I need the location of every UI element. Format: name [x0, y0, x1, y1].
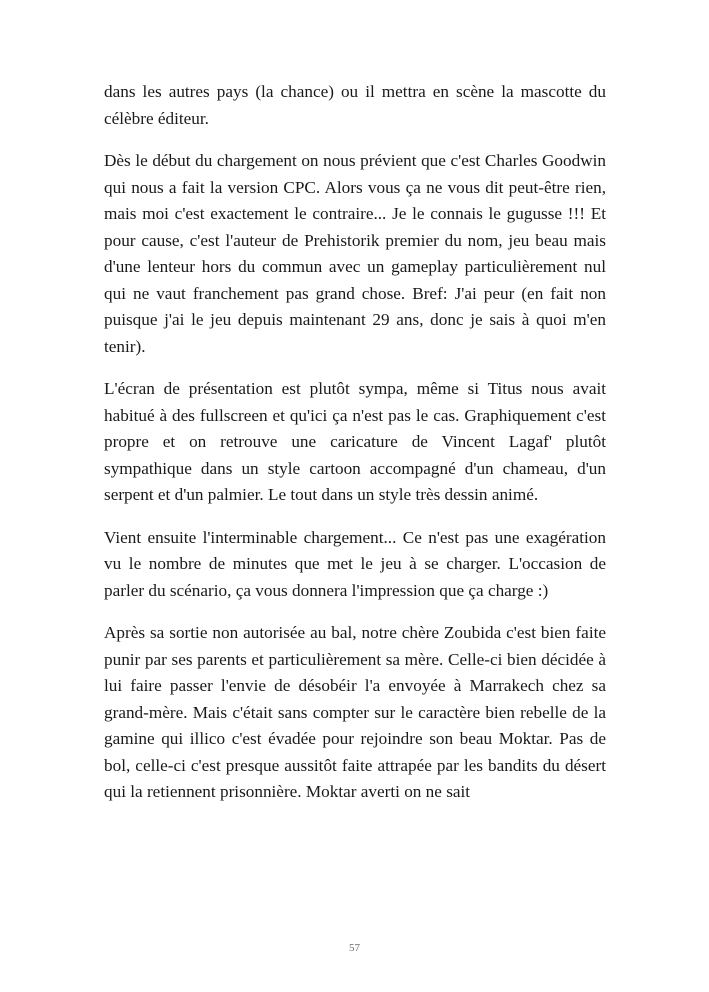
- page-body: [104, 79, 606, 822]
- paragraph-5: Après sa sortie non autorisée au bal, notre chère Zoubida c'est bien faite punir par ses parents et particulièrement sa mère. Celle-ci bien décidée à lui faire passer l'envie de désobéir l'a envoyée à Marrakech chez sa grand-mère. Mais c'était sans compter sur le caractère bien rebelle de la gamine qui illico c'est évadée pour rejoindre son beau Moktar. Pas de bol, celle-ci c'est presque aussitôt faite attrapée par les bandits du désert qui la retiennent prisonnière. Moktar averti on ne sait: [104, 623, 606, 801]
- paragraph-3: L'écran de présentation est plutôt sympa, même si Titus nous avait habitué à des fullscreen et qu'ici ça n'est pas le cas. Graphiquement c'est propre et on retrouve une caricature de Vincent Lagaf' plutôt sympathique dans un style cartoon accompagné d'un chameau, d'un serpent et d'un palmier. Le tout dans un style très dessin animé.: [104, 379, 606, 504]
- paragraph-2: Dès le début du chargement on nous prévient que c'est Charles Goodwin qui nous a fait la version CPC. Alors vous ça ne vous dit peut-être rien, mais moi c'est exactement le contraire... Je le connais le gugusse !!! Et pour cause, c'est l'auteur de Prehistorik premier du nom, jeu beau mais d'une lenteur hors du commun avec un gameplay particulièrement nul qui ne vaut franchement pas grand chose. Bref: J'ai peur (en fait non puisque j'ai le jeu depuis maintenant 29 ans, donc je sais à quoi m'en tenir).: [104, 151, 606, 356]
- paragraph-1: dans les autres pays (la chance) ou il mettra en scène la mascotte du célèbre éditeur.: [104, 82, 606, 128]
- page-number: 57: [349, 942, 360, 954]
- paragraph-4: Vient ensuite l'interminable chargement... Ce n'est pas une exagération vu le nombre de minutes que met le jeu à se charger. L'occasion de parler du scénario, ça vous donnera l'impression que ça charge :): [104, 527, 606, 600]
